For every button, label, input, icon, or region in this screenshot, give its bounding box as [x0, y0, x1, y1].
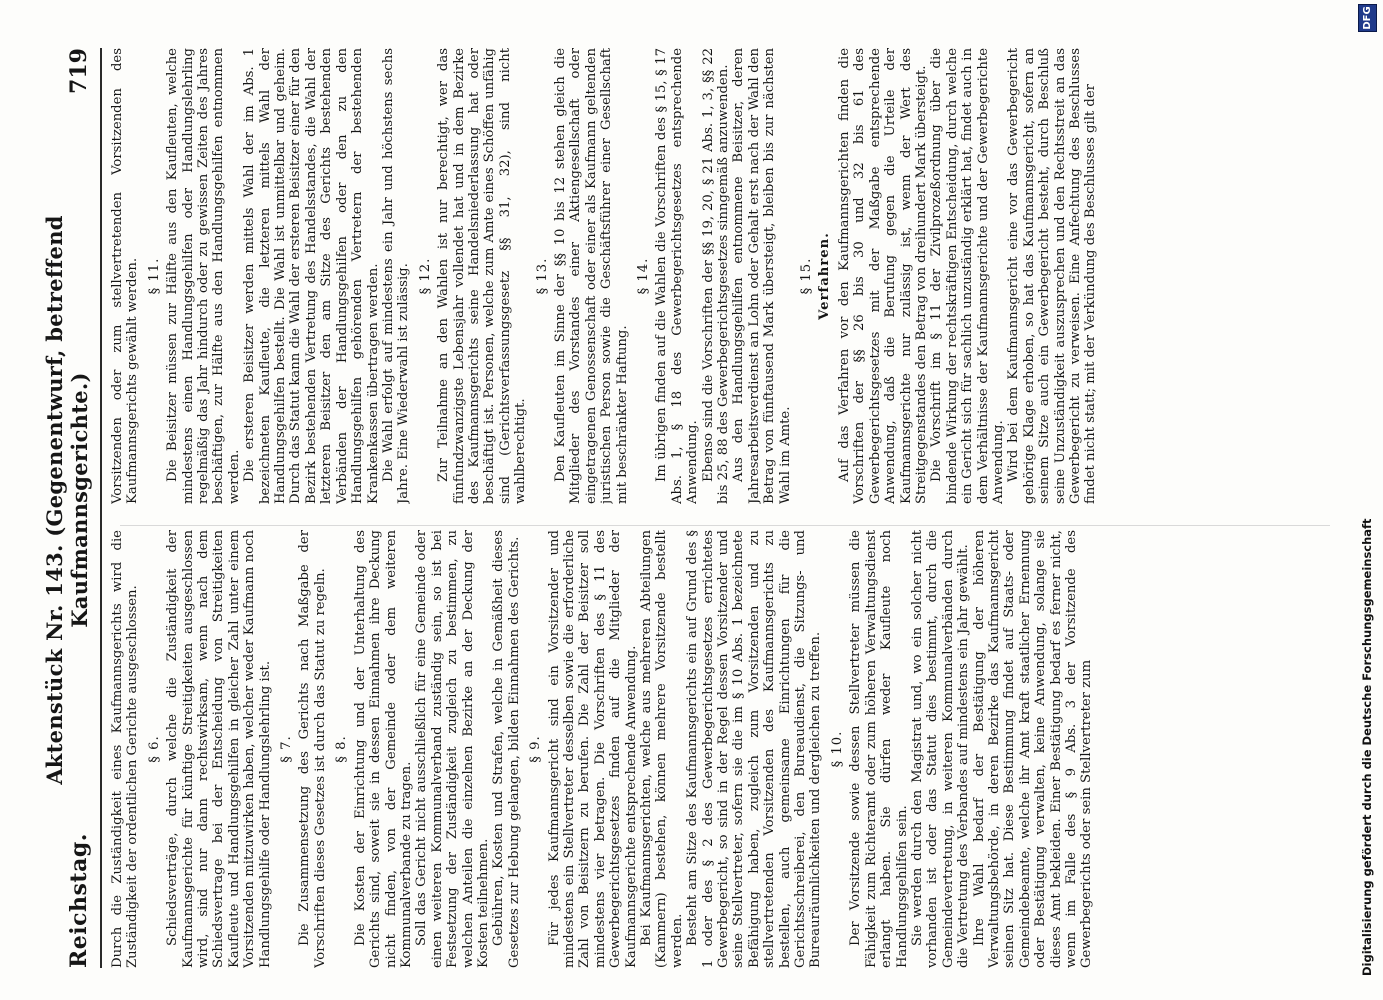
paragraph: Besteht am Sitze des Kaufmannsgerichts ein auf Grund des § 1 oder des § 2 des Gewerbegerichtsgesetzes errichtetes Gewerbegericht, so sind in der Regel dessen Vorsitzender und seine Stellvertreter, sofern sie die im § 10 Abs. 1 bezeichnete Befähigung haben, zugleich zum Vorsitzenden und zu stellvertretenden Vorsitzenden des Kaufmannsgerichts zu bestellen, auch gemeinsame Einrichtungen für die Gerichtsschreiberei, den Bureaudienst, die Sitzungs- und Bureauräumlichkeiten und dergleichen zu treffen. [685, 530, 824, 968]
paragraph: Sie werden durch den Magistrat und, wo ein solcher nicht vorhanden ist oder das Statut dies bestimmt, durch die Gemeindevertretung, in weiteren Kommunalverbänden durch die Vertretung des Verbandes auf mindestens ein Jahr gewählt. [909, 530, 972, 968]
section-heading: § 11. [146, 257, 162, 295]
left-column [110, 530, 1355, 968]
paragraph: Wird bei dem Kaufmannsgericht eine vor das Gewerbegericht gehörige Klage erhoben, so hat das Kaufmannsgericht, sofern an seinem Sitze auch ein Gewerbegericht besteht, durch Beschluß seine Unzuständigkeit auszusprechen und den Rechtsstreit an das Gewerbegericht zu verweisen. Eine Anfechtung des Beschlusses findet nicht statt; mit der Verkündung des Beschlusses gilt der [1006, 48, 1099, 504]
dfg-credit-footer [1352, 0, 1383, 1000]
section-heading: § 14. [636, 257, 651, 295]
section-heading: § 13. [534, 257, 550, 295]
section-heading: § 10. [829, 730, 845, 768]
header-left: Reichstag. [66, 833, 92, 968]
paragraph: Die Wahl erfolgt auf mindestens ein Jahr und höchstens sechs Jahre. Eine Wiederwahl ist zulässig. [380, 48, 412, 504]
dfg-logo [1358, 4, 1377, 32]
section-heading: § 12. [417, 257, 433, 295]
paragraph: Ihre Wahl bedarf der Bestätigung der höheren Verwaltungsbehörde, in deren Bezirke das Kaufmannsgericht seinen Sitz hat. Diese Bestimmung findet auf Staats- oder Gemeindebeamte, welche ihr Amt kraft staatlicher Ernennung oder Bestätigung verwalten, keine Anwendung, solange sie dieses Amt bekleiden. Einer Bestätigung bedarf es ferner nicht, wenn im Falle des § 9 Abs. 3 der Vorsitzende des Gewerbegerichts oder sein Stellvertreter zum [971, 530, 1095, 968]
section-heading: § 15. [799, 257, 815, 295]
paragraph: Der Vorsitzende sowie dessen Stellvertreter müssen die Fähigkeit zum Richteramt oder zum höheren Verwaltungsdienst erlangt haben. Sie dürfen weder Kaufleute noch Handlungsgehilfen sein. [848, 530, 910, 968]
running-header [42, 48, 102, 968]
header-title: Aktenstück Nr. 143. (Gegenentwurf, betreffend Kaufmannsgerichte.) [42, 215, 92, 785]
page-number: 719 [66, 48, 92, 94]
paragraph: Schiedsverträge, durch welche die Zuständigkeit der Kaufmannsgerichte für künftige Streitigkeiten ausgeschlossen wird, sind nur dann rechtswirksam, wenn nach dem Schiedsvertrage bei der Entscheidung von Streitigkeiten Kaufleute und Handlungsgehilfen in gleicher Zahl unter einem Vorsitzenden mitzuwirken haben, welcher weder Kaufmann noch Handlungsgehilfe oder Handlungslehrling ist. [165, 530, 273, 968]
paragraph: Die Beisitzer müssen zur Hälfte aus den Kaufleuten, welche mindestens einen Handlungsgehilfen oder Handlungslehrling regelmäßig das Jahr hindurch oder zu gewissen Zeiten des Jahres beschäftigen, zur Hälfte aus den Handlungsgehilfen entnommen werden. [165, 48, 242, 504]
paragraph: Aus den Handlungsgehilfen entnommene Beisitzer, deren Jahresarbeitsverdienst an Lohn oder Gehalt erst nach der Wahl den Betrag von fünftausend Mark übersteigt, bleiben bis zur nächsten Wahl im Amte. [731, 48, 793, 504]
section-subtitle: Verfahren. [817, 232, 833, 320]
right-column [110, 48, 1355, 504]
paragraph: Vorsitzenden oder zum stellvertretenden Vorsitzenden des Kaufmannsgerichts gewählt werden. [110, 48, 141, 504]
paragraph: Zur Teilnahme an den Wahlen ist nur berechtigt, wer das fünfundzwanzigste Lebensjahr vollendet hat und in dem Bezirke des Kaufmannsgerichts seine Handelsniederlassung hat oder beschäftigt ist. Personen, welche zum Amte eines Schöffen unfähig sind (Gerichtsverfassungsgesetz §§ 31, 32), sind nicht wahlberechtigt. [436, 48, 529, 504]
dfg-credit-text: Digitalisierung gefördert durch die Deutsche Forschungsgemeinschaft [1360, 518, 1374, 976]
paragraph: Die Vorschrift im § 11 der Zivilprozeßordnung über die bindende Wirkung der rechtskräftigen Entscheidung, durch welche ein Gericht sich für sachlich unzuständig erklärt hat, findet auch in dem Verhältnisse der Kaufmannsgerichte und der Gewerbegerichte Anwendung. [929, 48, 1006, 504]
section-heading: § 9. [528, 735, 544, 763]
paragraph: Auf das Verfahren vor den Kaufmannsgerichten finden die Vorschriften der §§ 26 bis 30 und 32 bis 61 des Gewerbegerichtsgesetzes mit der Maßgabe entsprechende Anwendung, daß die Berufung gegen die Urteile der Kaufmannsgerichte nur zulässig ist, wenn der Wert des Streitgegenstandes den Betrag von dreihundert Mark übersteigt. [836, 48, 929, 504]
paragraph: Durch die Zuständigkeit eines Kaufmannsgerichts wird die Zuständigkeit der ordentlichen Gerichte ausgeschlossen. [110, 530, 141, 968]
section-heading: § 8. [334, 735, 350, 763]
column-divider [120, 525, 1330, 526]
paragraph: Bei Kaufmannsgerichten, welche aus mehreren Abteilungen (Kammern) bestehen, können mehrere Vorsitzende bestellt werden. [639, 530, 685, 968]
paragraph: Die ersteren Beisitzer werden mittels Wahl der im Abs. 1 bezeichneten Kaufleute, die letzteren mittels Wahl der Handlungsgehilfen bestellt. Die Wahl ist unmittelbar und geheim. Durch das Statut kann die Wahl der ersteren Beisitzer einer für den Bezirk bestehenden Vertretung des Handelsstandes, die Wahl der letzteren Beisitzer den am Sitze des Gerichts bestehenden Verbänden der Handlungsgehilfen oder den zu den Handlungsgehilfen gehörenden Vertretern der bestehenden Krankenkassen übertragen werden. [242, 48, 381, 504]
dfg-logo-text: DFG [1362, 6, 1373, 30]
section-heading: § 6. [146, 735, 162, 763]
paragraph: Für jedes Kaufmannsgericht sind ein Vorsitzender und mindestens ein Stellvertreter desselben sowie die erforderliche Zahl von Beisitzern zu berufen. Die Zahl der Beisitzer soll mindestens vier betragen. Die Vorschriften des § 11 des Gewerbegerichtsgesetzes finden auf die Mitglieder der Kaufmannsgerichte entsprechende Anwendung. [546, 530, 639, 968]
paragraph: Gebühren, Kosten und Strafen, welche in Gemäßheit dieses Gesetzes zur Hebung gelangen, bilden Einnahmen des Gerichts. [491, 530, 522, 968]
paragraph: Die Kosten der Einrichtung und der Unterhaltung des Gerichts sind, soweit sie in dessen Einnahmen ihre Deckung nicht finden, von der Gemeinde oder dem weiteren Kommunalverbande zu tragen. [352, 530, 414, 968]
paragraph: Soll das Gericht nicht ausschließlich für eine Gemeinde oder einen weiteren Kommunalverband zuständig sein, so ist bei Festsetzung der Zuständigkeit zugleich zu bestimmen, zu welchen Anteilen die einzelnen Bezirke an der Deckung der Kosten teilnehmen. [414, 530, 491, 968]
section-heading: § 7. [279, 735, 295, 763]
paragraph: Die Zusammensetzung des Gerichts nach Maßgabe der Vorschriften dieses Gesetzes ist durch das Statut zu regeln. [297, 530, 328, 968]
paragraph: Im übrigen finden auf die Wahlen die Vorschriften des § 15, § 17 Abs. 1, § 18 des Gewerbegerichtsgesetzes entsprechende Anwendung. [654, 48, 701, 504]
paragraph: Ebenso sind die Vorschriften der §§ 19, 20, § 21 Abs. 1, 3, §§ 22 bis 25, 88 des Gewerbegerichtsgesetzes sinngemäß anzuwenden. [700, 48, 732, 504]
paragraph: Den Kaufleuten im Sinne der §§ 10 bis 12 stehen gleich die Mitglieder des Vorstandes einer Aktiengesellschaft oder eingetragenen Genossenschaft oder einer als Kaufmann geltenden juristischen Person sowie die Geschäftsführer einer Gesellschaft mit beschränkter Haftung. [552, 48, 630, 504]
